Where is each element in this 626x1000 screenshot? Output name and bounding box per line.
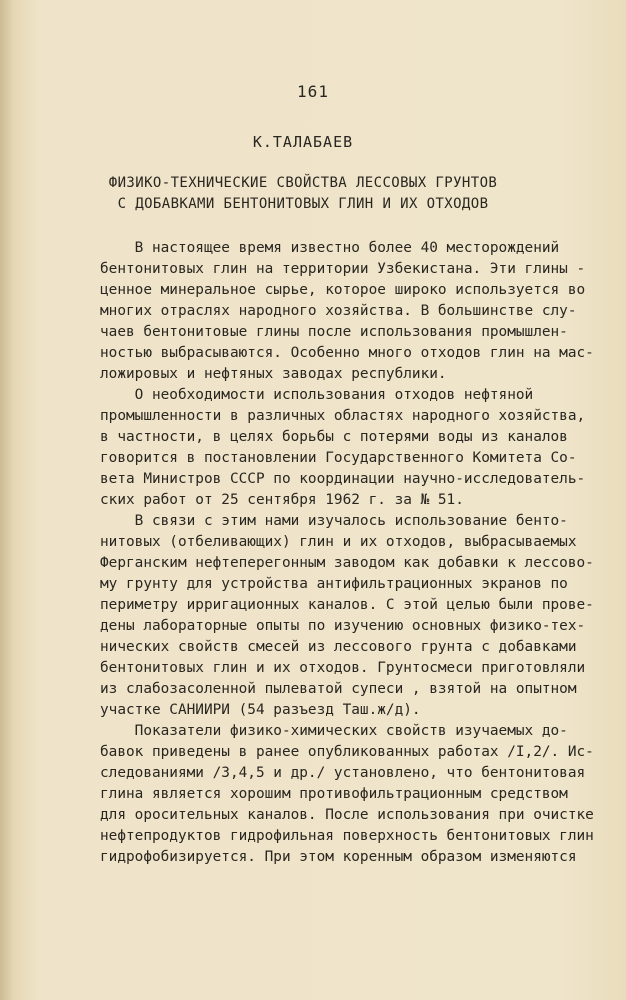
text-line: ских работ от 25 сентября 1962 г. за № 51. — [100, 492, 464, 508]
article-title — [0, 173, 606, 215]
text-line: нитовых (отбеливающих) глин и их отходов, выбрасываемых — [100, 534, 577, 550]
text-line: му грунту для устройства антифильтрационных экранов по — [100, 576, 568, 592]
text-line: гидрофобизируется. При этом коренным образом изменяются — [100, 849, 577, 865]
text-line: Показатели физико-химических свойств изучаемых до- — [100, 723, 568, 739]
text-line: бентонитовых глин на территории Узбекистана. Эти глины - — [100, 261, 586, 277]
title-line: С ДОБАВКАМИ БЕНТОНИТОВЫХ ГЛИН И ИХ ОТХОДОВ — [117, 196, 489, 212]
text-line: О необходимости использования отходов нефтяной — [100, 387, 534, 403]
text-line: вета Министров СССР по координации научно-исследователь- — [100, 471, 586, 487]
text-line: для оросительных каналов. После использования при очистке — [100, 807, 594, 823]
text-line: участке САНИИРИ (54 разъезд Таш.ж/д). — [100, 702, 421, 718]
text-line: ностью выбрасываются. Особенно много отходов глин на мас- — [100, 345, 594, 361]
text-line: дены лабораторные опыты по изучению основных физико-тех- — [100, 618, 586, 634]
text-line: нефтепродуктов гидрофильная поверхность бентонитовых глин — [100, 828, 594, 844]
body-text — [100, 238, 594, 868]
text-line: В связи с этим нами изучалось использование бенто- — [100, 513, 568, 529]
text-line: бавок приведены в ранее опубликованных работах /I,2/. Ис- — [100, 744, 594, 760]
text-line: промышленности в различных областях народного хозяйства, — [100, 408, 586, 424]
text-line: нических свойств смесей из лессового грунта с добавками — [100, 639, 577, 655]
text-line: ценное минеральное сырье, которое широко используется во — [100, 282, 586, 298]
text-line: ложировых и нефтяных заводах республики. — [100, 366, 447, 382]
text-line: глина является хорошим противофильтрационным средством — [100, 786, 568, 802]
text-line: из слабозасоленной пылеватой супеси , взятой на опытном — [100, 681, 577, 697]
text-line: В настоящее время известно более 40 месторождений — [100, 240, 560, 256]
title-line: ФИЗИКО-ТЕХНИЧЕСКИЕ СВОЙСТВА ЛЕССОВЫХ ГРУНТОВ — [108, 175, 498, 191]
text-line: многих отраслях народного хозяйства. В большинстве слу- — [100, 303, 577, 319]
page-number: 161 — [297, 82, 329, 101]
text-line: Ферганским нефтеперегонным заводом как добавки к лессово- — [100, 555, 594, 571]
author-name: К.ТАЛАБАЕВ — [252, 133, 354, 151]
text-line: говорится в постановлении Государственного Комитета Со- — [100, 450, 577, 466]
text-line: в частности, в целях борьбы с потерями воды из каналов — [100, 429, 568, 445]
text-line: следованиями /3,4,5 и др./ установлено, что бентонитовая — [100, 765, 586, 781]
text-line: периметру ирригационных каналов. С этой целью были прове- — [100, 597, 594, 613]
text-line: чаев бентонитовые глины после использования промышлен- — [100, 324, 568, 340]
text-line: бентонитовых глин и их отходов. Грунтосмеси приготовляли — [100, 660, 586, 676]
